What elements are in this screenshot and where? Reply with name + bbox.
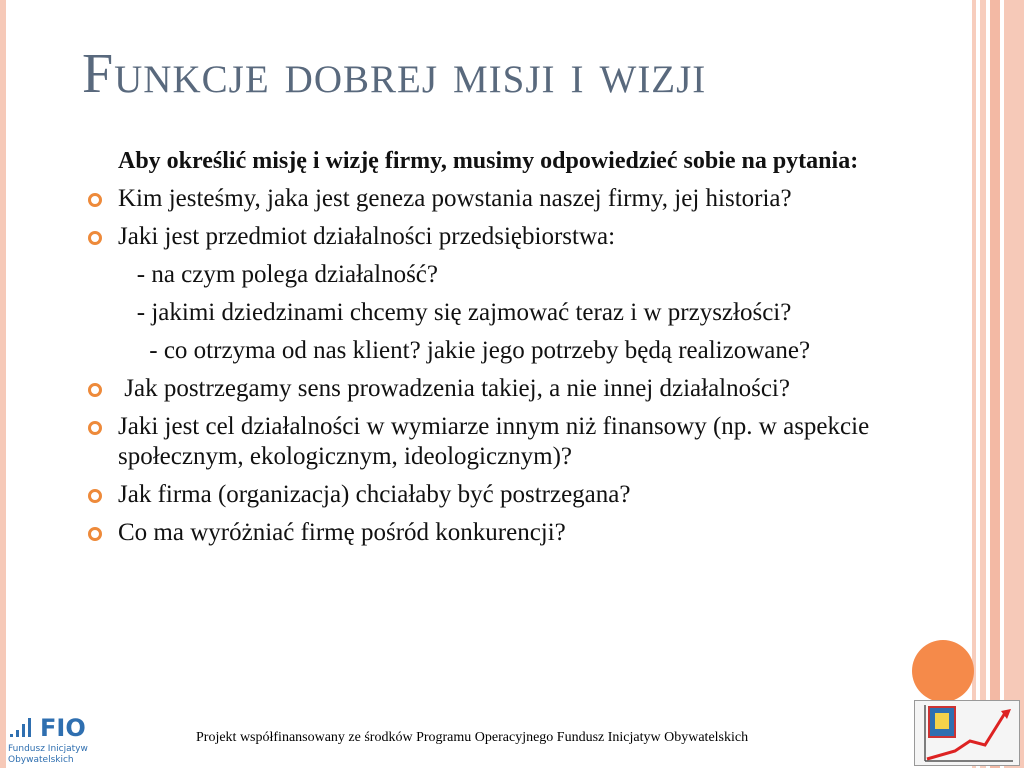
svg-text:Obywatelskich: Obywatelskich	[8, 755, 74, 765]
fio-logo	[6, 706, 126, 768]
bullet-circle-icon	[88, 527, 102, 541]
sub-item	[84, 336, 914, 366]
bullet-circle-icon	[88, 231, 102, 245]
list-item	[84, 374, 914, 404]
footer-text: Projekt współfinansowany ze środków Programu Operacyjnego Fundusz Inicjatyw Obywatelskich	[196, 730, 749, 745]
left-border-stripe	[0, 0, 6, 768]
list-item	[84, 184, 914, 214]
bullet-circle-icon	[88, 193, 102, 207]
list-item	[84, 222, 914, 252]
slide-title: Funkcje dobrej misji i wizji	[82, 43, 707, 105]
right-stripe-2	[980, 0, 986, 768]
sub-item-text: - co otrzyma od nas klient? jakie jego potrzeby będą realizowane?	[118, 337, 811, 364]
right-stripe-1	[972, 0, 976, 768]
svg-text:FIO: FIO	[40, 714, 86, 742]
list-item	[84, 480, 914, 510]
list-item-text: Jaki jest przedmiot działalności przedsiębiorstwa:	[118, 223, 616, 250]
list-item	[84, 412, 914, 472]
svg-text:Fundusz Inicjatyw: Fundusz Inicjatyw	[8, 744, 88, 754]
sub-item	[84, 298, 914, 328]
bullet-circle-icon	[88, 421, 102, 435]
list-item-text: Jak postrzegamy sens prowadzenia takiej, a nie innej działalności?	[118, 375, 790, 402]
fio-logo-icon	[6, 706, 126, 768]
sub-item-text: - na czym polega działalność?	[118, 261, 438, 288]
sub-item-text: - jakimi dziedzinami chcemy się zajmować teraz i w przyszłości?	[118, 299, 792, 326]
right-stripe-4	[1004, 0, 1024, 768]
list-item-text: Kim jesteśmy, jaka jest geneza powstania naszej firmy, jej historia?	[118, 185, 792, 212]
right-decoration	[972, 0, 1024, 768]
list-item-text: Jak firma (organizacja) chciałaby być postrzegana?	[118, 481, 631, 508]
slide-content	[84, 146, 914, 556]
list-item	[84, 518, 914, 548]
growth-chart-logo	[914, 700, 1020, 766]
list-item-text: Jaki jest cel działalności w wymiarze innym niż finansowy (np. w aspekcie społecznym, ekologicznym, ideologicznym)?	[118, 413, 870, 470]
right-stripe-3	[990, 0, 1000, 768]
list-item-text: Co ma wyróżniać firmę pośród konkurencji?	[118, 519, 566, 546]
intro-text: Aby określić misję i wizję firmy, musimy odpowiedzieć sobie na pytania:	[118, 148, 859, 174]
bullet-circle-icon	[88, 383, 102, 397]
decorative-orange-circle	[912, 640, 974, 702]
rising-chart-icon	[915, 701, 1019, 765]
bullet-circle-icon	[88, 489, 102, 503]
sub-item	[84, 260, 914, 290]
